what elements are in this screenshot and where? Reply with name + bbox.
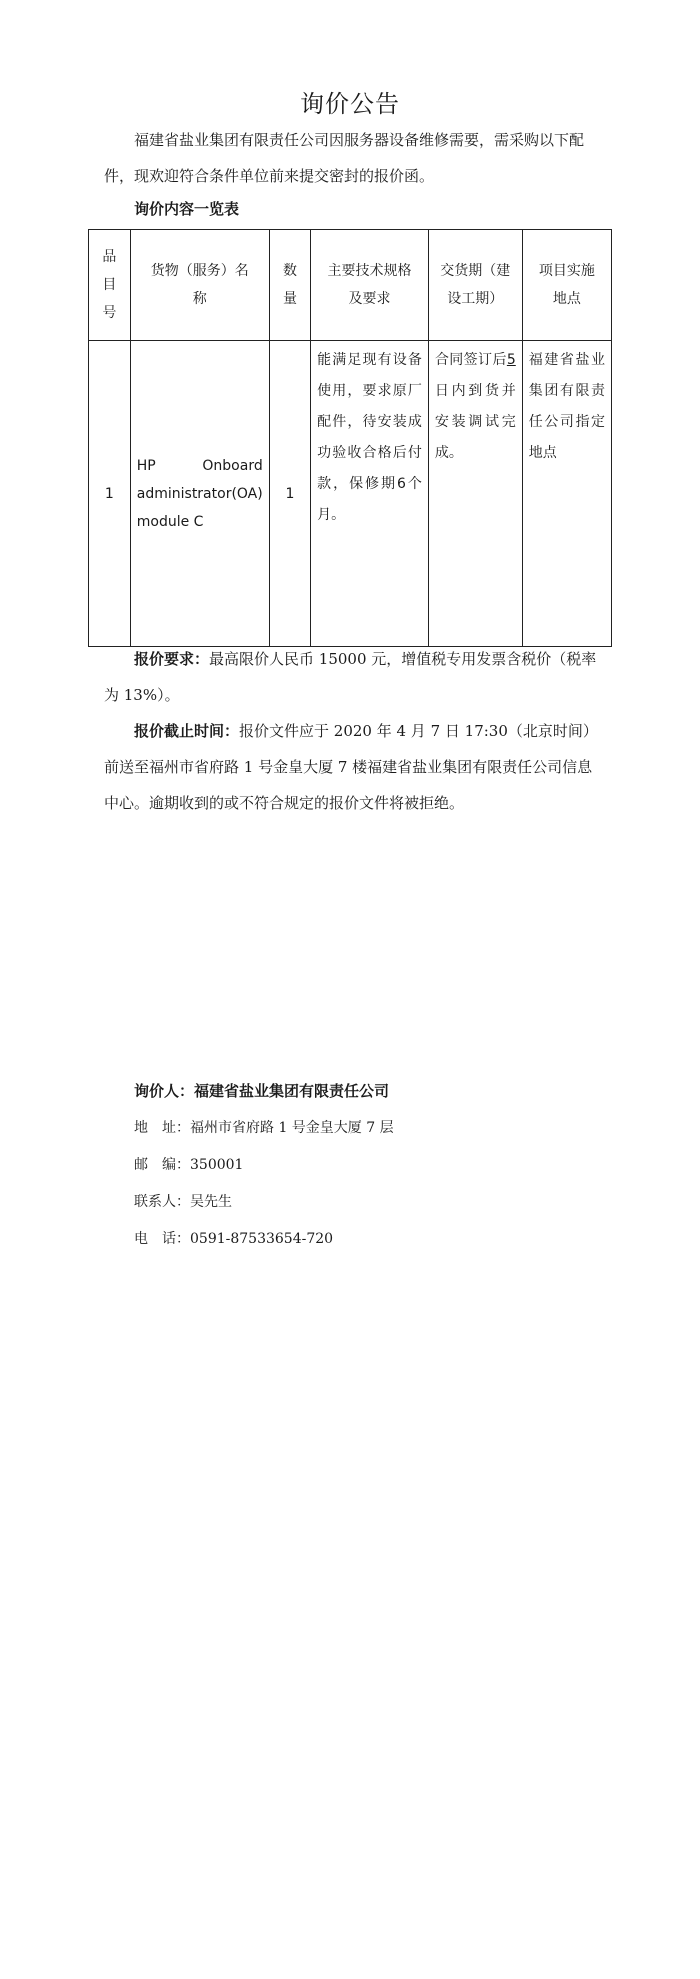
page-title: 询价公告 bbox=[300, 90, 400, 118]
quote-deadline bbox=[104, 713, 604, 821]
cell-index: 1 bbox=[89, 341, 131, 647]
cell-location: 福建省盐业集团有限责任公司指定地点 bbox=[522, 341, 611, 647]
price-requirement bbox=[104, 641, 604, 713]
quote-deadline-label: 报价截止时间： bbox=[134, 722, 240, 740]
quote-deadline-text: 报价文件应于 2020 年 4 月 7 日 17:30（北京时间）前送至福州市省府路 1 号金皇大厦 7 楼福建省盐业集团有限责任公司信息中心。逾期收到的或不符合规定的报价文件将被拒绝。 bbox=[104, 722, 598, 812]
table-title: 询价内容一览表 bbox=[134, 200, 240, 218]
delivery-days: 5 bbox=[506, 352, 516, 368]
contact-person: 联系人：吴先生 bbox=[134, 1194, 232, 1210]
header-quantity: 数量 bbox=[269, 230, 310, 341]
contact-inquirer: 询价人：福建省盐业集团有限责任公司 bbox=[134, 1082, 390, 1100]
header-delivery: 交货期（建设工期） bbox=[428, 230, 522, 341]
contact-address: 地 址：福州市省府路 1 号金皇大厦 7 层 bbox=[134, 1120, 394, 1136]
table-row bbox=[89, 341, 612, 647]
inquiry-table bbox=[88, 229, 612, 647]
delivery-pre: 合同签订后 bbox=[434, 352, 507, 368]
header-location: 项目实施地点 bbox=[522, 230, 611, 341]
cell-quantity: 1 bbox=[269, 341, 310, 647]
price-requirement-label: 报价要求： bbox=[134, 650, 210, 668]
cell-name: HP Onboard administrator(OA) module C bbox=[130, 341, 269, 647]
cell-spec: 能满足现有设备使用，要求原厂配件，待安装成功验收合格后付款，保修期6个月。 bbox=[311, 341, 429, 647]
contact-phone: 电 话：0591-87533654-720 bbox=[134, 1231, 334, 1247]
header-name: 货物（服务）名称 bbox=[130, 230, 269, 341]
price-requirement-text: 最高限价人民币 15000 元，增值税专用发票含税价（税率为 13%）。 bbox=[104, 650, 597, 704]
header-index: 品目号 bbox=[89, 230, 131, 341]
cell-delivery bbox=[428, 341, 522, 647]
delivery-post: 日内到货并安装调试完成。 bbox=[434, 383, 516, 461]
contact-postcode: 邮 编：350001 bbox=[134, 1157, 244, 1173]
table-header-row bbox=[89, 230, 612, 341]
header-spec: 主要技术规格及要求 bbox=[311, 230, 429, 341]
intro-paragraph: 福建省盐业集团有限责任公司因服务器设备维修需要，需采购以下配件，现欢迎符合条件单位前来提交密封的报价函。 bbox=[104, 131, 585, 185]
